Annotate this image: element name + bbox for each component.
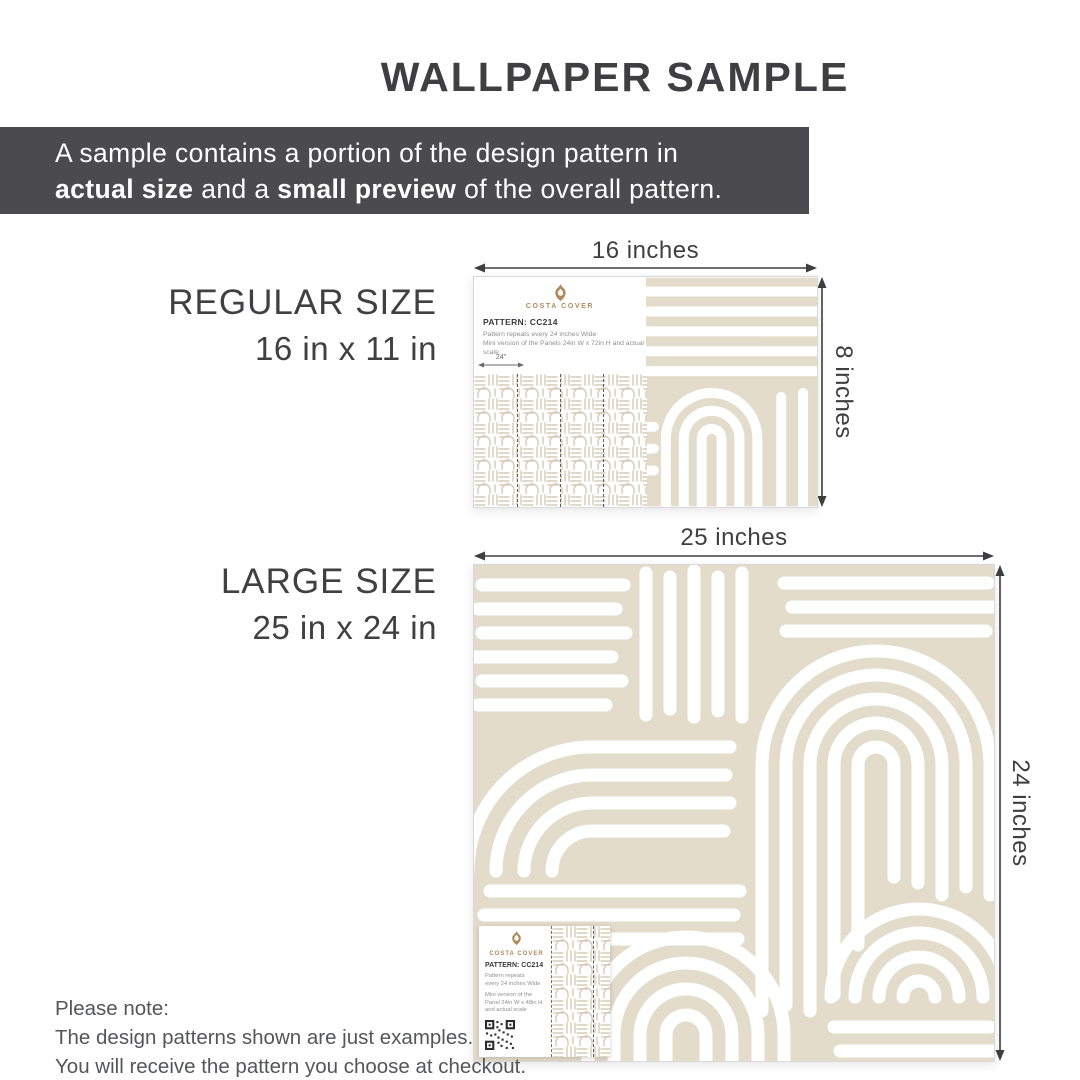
mini-panel-width-value: 24″ <box>495 354 507 361</box>
regular-size-dimensions: 16 in x 11 in <box>254 330 437 367</box>
regular-size-heading-block <box>0 283 437 368</box>
note-title: Please note: <box>55 997 169 1020</box>
pattern-info-line2: Mini version of the Panels 24in W x 72in H and actual scale <box>483 340 644 356</box>
regular-actual-size-pattern <box>646 277 817 507</box>
large-width-label: 25 inches <box>680 524 788 551</box>
pattern-code: PATTERN: CC214 <box>483 317 558 327</box>
banner-bold-actual-size: actual size <box>55 173 194 204</box>
brand-row <box>485 931 548 957</box>
large-height-label: 24 inches <box>1007 759 1034 867</box>
banner-line-2 <box>55 171 809 207</box>
brand-row <box>474 277 646 310</box>
banner-mid-text: and a <box>193 173 278 204</box>
regular-size-heading: REGULAR SIZE <box>168 283 437 322</box>
regular-sample-card <box>473 276 818 508</box>
large-sample-card <box>473 564 995 1062</box>
regular-width-label: 16 inches <box>591 237 700 264</box>
large-size-heading: LARGE SIZE <box>220 562 437 601</box>
mini-pattern-preview <box>551 926 610 1057</box>
pattern-info-line: Mini version of the <box>485 992 533 998</box>
large-size-dimensions: 25 in x 24 in <box>252 609 437 646</box>
regular-card-label-area <box>474 277 646 507</box>
panel-divider <box>560 374 561 507</box>
note-line-1: The design patterns shown are just examples. <box>55 1026 474 1049</box>
brand-emblem-icon <box>511 931 522 945</box>
page-title: WALLPAPER SAMPLE <box>380 54 850 100</box>
regular-height-label: 8 inches <box>830 345 857 439</box>
banner-line-1: A sample contains a portion of the design pattern in <box>55 137 679 168</box>
banner-bold-small-preview: small preview <box>277 173 457 204</box>
panel-divider <box>603 374 604 507</box>
footer-note <box>55 994 526 1080</box>
large-size-heading-block <box>0 562 437 647</box>
mini-panel-width-arrow <box>478 361 524 369</box>
note-line-2: You will receive the pattern you choose at checkout. <box>55 1055 527 1078</box>
panel-divider <box>593 926 594 1057</box>
pattern-info-group1 <box>485 973 548 988</box>
pattern-info-line: and actual scale <box>485 1007 527 1013</box>
brand-emblem-icon <box>554 284 567 301</box>
banner-end-text: of the overall pattern. <box>456 173 723 204</box>
large-width-arrow <box>473 549 995 563</box>
pattern-code: PATTERN: CC214 <box>485 962 544 969</box>
brand-name: COSTA COVER <box>489 951 544 957</box>
brand-name: COSTA COVER <box>525 303 595 310</box>
panel-divider <box>517 374 518 507</box>
mini-pattern-preview <box>474 374 647 507</box>
mini-panel-width-dim <box>478 354 524 369</box>
pattern-info-line: every 24 inches Wide <box>485 980 541 987</box>
pattern-info-line: Panel 24in W x 48in H <box>485 999 543 1006</box>
regular-width-arrow <box>473 261 818 275</box>
large-height-arrow <box>993 564 1007 1062</box>
pattern-info-line1: Pattern repeats every 24 inches Wide <box>483 331 597 338</box>
description-banner <box>0 127 809 214</box>
mini-pattern-texture <box>552 926 610 1057</box>
pattern-info-line: Pattern repeats <box>485 973 525 979</box>
